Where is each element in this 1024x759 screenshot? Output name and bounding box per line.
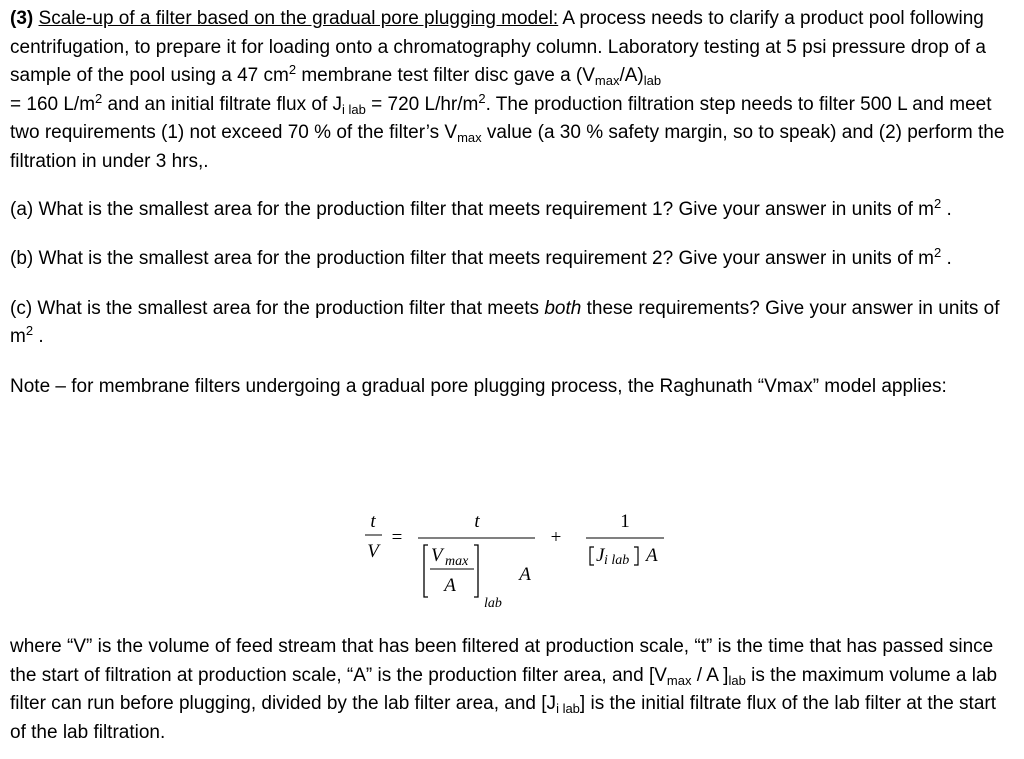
lhs-numerator: t (370, 511, 376, 532)
intro-text-5: and an initial filtrate flux of J (102, 93, 343, 115)
term1-vmax-sub: max (445, 554, 469, 569)
problem-number: (3) (10, 8, 34, 29)
intro-text-8: value (a 30 % safety margin, so to speak) and (2) perform the filtration in under 3 hrs,. (10, 122, 1005, 172)
intro-sub-lab: lab (643, 73, 662, 89)
question-c-text-1: (c) What is the smallest area for the production filter that meets (10, 297, 545, 319)
question-a (10, 196, 1016, 225)
intro-sup-3: 2 (478, 90, 486, 106)
equals-sign: = (391, 527, 403, 548)
question-a-sup: 2 (934, 195, 942, 211)
question-b-text: (b) What is the smallest area for the production filter that meets requirement 2? Give your answer in units of m (10, 248, 935, 270)
where-text-4: ] is the initial filtrate flux of the lab filter at the start of the lab filtration. (10, 693, 997, 743)
question-c-emphasis: both (544, 297, 582, 319)
problem-intro (10, 5, 1016, 177)
where-text-1: where “V” is the volume of feed stream that has been filtered at production scale, “t” is the time that has passed since the start of filtration at production scale, “A” is the production filter area, and [V (10, 636, 994, 686)
where-sub-max: max (666, 672, 692, 688)
term2-J: J (596, 545, 605, 566)
question-b (10, 245, 1016, 274)
term1-right-bracket (474, 545, 478, 597)
where-paragraph (10, 633, 1016, 747)
intro-sup-2: 2 (95, 90, 103, 106)
term1-inner-A: A (444, 575, 456, 596)
question-c-text-2: these requirements? Give your answer in units of m (10, 297, 1000, 348)
term2-left-bracket (590, 547, 594, 565)
problem-title: Scale-up of a filter based on the gradual pore plugging model: (38, 8, 559, 29)
question-c-end: . (33, 326, 44, 348)
intro-text-4: = 160 L/m (10, 93, 96, 115)
vmax-model-equation (0, 505, 1024, 625)
intro-text-3: /A) (619, 65, 644, 87)
where-text-2: / A ] (691, 664, 729, 686)
intro-text-6: = 720 L/hr/m (365, 93, 479, 115)
term2-J-sub: i lab (604, 553, 630, 568)
intro-text-1: A process needs to clarify a product pool following centrifugation, to prepare it for loading onto a chromatography column. Laboratory testing at 5 psi pressure drop of a sample of the pool using a 47 cm (10, 8, 986, 87)
term1-left-bracket (424, 545, 428, 597)
question-a-end: . (941, 198, 952, 220)
term1-vmax: V (431, 545, 443, 566)
plus-sign: + (550, 527, 562, 548)
model-note: Note – for membrane filters undergoing a gradual pore plugging process, the Raghunath “Vmax” model applies: (10, 375, 947, 397)
intro-sub-max: max (594, 73, 620, 89)
intro-sup-1: 2 (288, 62, 297, 78)
where-text-3: is the maximum volume a lab filter can run before plugging, divided by the lab filter area, and [J (10, 664, 998, 715)
term1-lab-sub: lab (484, 596, 502, 611)
term2-A: A (646, 545, 658, 566)
term1-numerator: t (474, 511, 480, 532)
problem-text (10, 5, 1016, 402)
intro-text-2: membrane test filter disc gave a (V (296, 65, 595, 87)
question-b-sup: 2 (934, 245, 942, 261)
lhs-denominator: V (367, 541, 379, 562)
term2-numerator: 1 (620, 511, 630, 532)
question-c-sup: 2 (25, 323, 34, 339)
term1-A: A (519, 564, 531, 585)
term2-right-bracket (634, 547, 638, 565)
question-b-end: . (941, 248, 952, 270)
intro-text-7: . The production filtration step needs to filter 500 L and meet two requirements (1) not exceed 70 % of the filter’s V (10, 93, 992, 144)
intro-sub-max-2: max (457, 130, 482, 146)
question-c (10, 295, 1016, 352)
where-sub-ilab: i lab (556, 701, 580, 717)
where-sub-lab: lab (728, 672, 746, 688)
variable-definitions (10, 633, 1016, 747)
question-a-text: (a) What is the smallest area for the production filter that meets requirement 1? Give your answer in units of m (10, 198, 935, 220)
intro-sub-ilab: i lab (342, 101, 366, 117)
